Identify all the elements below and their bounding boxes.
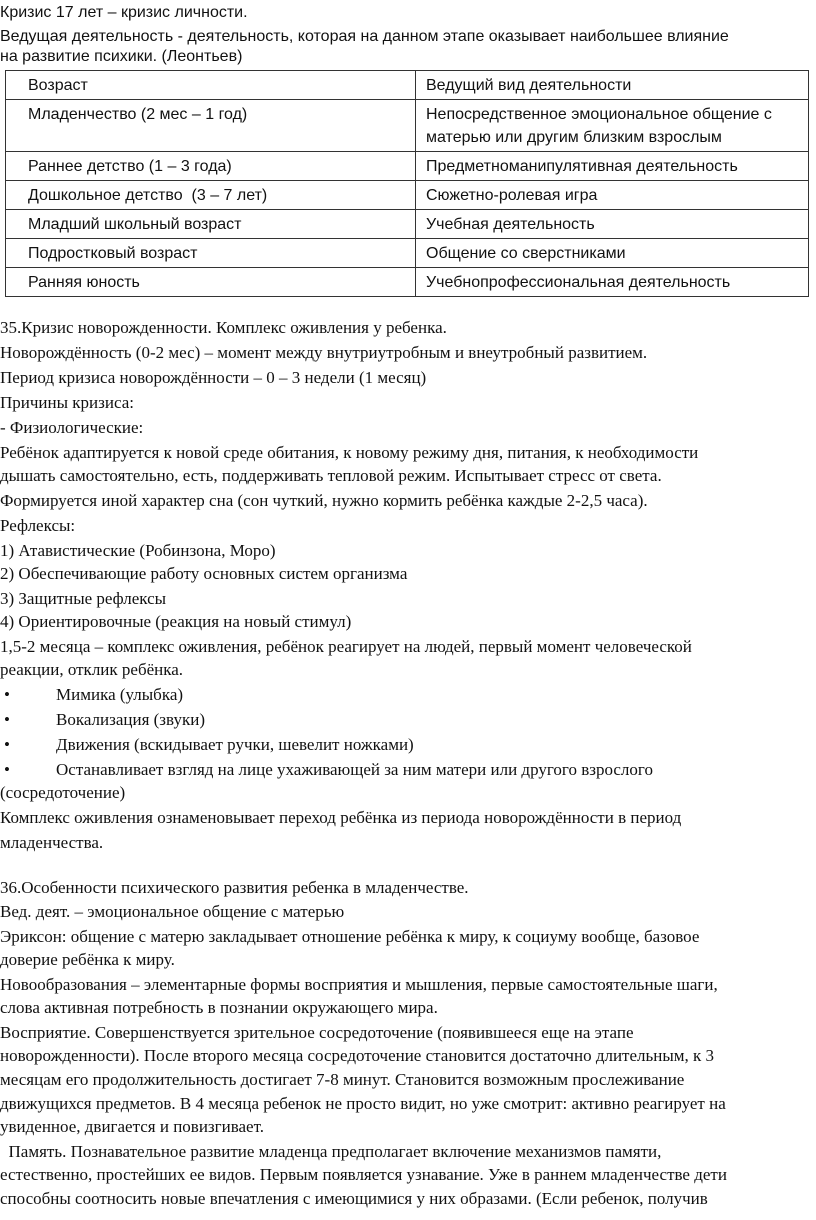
paragraph-line: Вед. деят. – эмоциональное общение с матерью	[0, 902, 345, 921]
paragraph-line: слова активная потребность в познании окружающего мира.	[0, 998, 438, 1017]
list-item: 4) Ориентировочные (реакция на новый стимул)	[0, 612, 352, 631]
age-cell: Ранняя юность	[6, 268, 416, 297]
paragraph-line: Комплекс оживления ознаменовывает переход ребёнка из периода новорождённости в период	[0, 808, 682, 827]
paragraph-line: реакции, отклик ребёнка.	[0, 660, 184, 679]
paragraph-line: Эриксон: общение с матерю закладывает отношение ребёнка к миру, к социуму вообще, базовое	[0, 927, 700, 946]
paragraph-line: новорожденности). После второго месяца сосредоточение становится достаточно длительным, к 3	[0, 1046, 715, 1065]
paragraph-line: младенчества.	[0, 833, 104, 852]
list-item: 3) Защитные рефлексы	[0, 589, 167, 608]
paragraph-line: 1,5-2 месяца – комплекс оживления, ребёнок реагирует на людей, первый момент человеческой	[0, 637, 692, 656]
bullet-item	[0, 683, 816, 707]
age-cell: Младенчество (2 мес – 1 год)	[6, 100, 416, 152]
activity-cell: Учебная деятельность	[416, 210, 809, 239]
bullet-marker: •	[4, 760, 10, 779]
table-row	[6, 239, 809, 268]
activity-line: матерью или другим близким взрослым	[426, 129, 722, 146]
paragraph-line: Новообразования – элементарные формы восприятия и мышления, первые самостоятельные шаги,	[0, 975, 718, 994]
crisis-17-title: Кризис 17 лет – кризис личности.	[0, 4, 248, 21]
age-cell: Раннее детство (1 – 3 года)	[6, 152, 416, 181]
table-row	[6, 210, 809, 239]
paragraph-line: доверие ребёнка к миру.	[0, 950, 175, 969]
activity-cell	[416, 100, 809, 152]
paragraph-line: - Физиологические:	[0, 418, 144, 437]
definition-line-2: на развитие психики. (Леонтьев)	[0, 48, 243, 65]
bullet-marker: •	[4, 685, 10, 704]
paragraph-line: Формируется иной характер сна (сон чуткий, нужно кормить ребёнка каждые 2-2,5 часа).	[0, 491, 648, 510]
activity-cell: Предметноманипулятивная деятельность	[416, 152, 809, 181]
paragraph-line: Период кризиса новорождённости – 0 – 3 недели (1 месяц)	[0, 368, 427, 387]
activity-cell: Общение со сверстниками	[416, 239, 809, 268]
age-cell: Младший школьный возраст	[6, 210, 416, 239]
bullet-continuation: (сосредоточение)	[0, 783, 126, 802]
table-row	[6, 181, 809, 210]
age-cell: Дошкольное детство (3 – 7 лет)	[6, 181, 416, 210]
paragraph-line: способны соотносить новые впечатления с имеющимися у них образами. (Если ребенок, получив	[0, 1189, 708, 1208]
list-item: 2) Обеспечивающие работу основных систем организма	[0, 564, 408, 583]
paragraph-line: Память. Познавательное развитие младенца предполагает включение механизмов памяти,	[0, 1142, 662, 1161]
paragraph-line: Ребёнок адаптируется к новой среде обитания, к новому режиму дня, питания, к необходимости	[0, 443, 699, 462]
table-row	[6, 268, 809, 297]
paragraph-line: Рефлексы:	[0, 516, 76, 535]
header-age: Возраст	[6, 71, 416, 100]
paragraph-line: увиденное, двигается и повизгивает.	[0, 1117, 265, 1136]
bullet-item	[0, 758, 816, 782]
bullet-text: Мимика (улыбка)	[56, 685, 184, 704]
header-activity: Ведущий вид деятельности	[416, 71, 809, 100]
bullet-item	[0, 733, 816, 757]
bullet-text: Движения (вскидывает ручки, шевелит ножками)	[56, 735, 414, 754]
activity-cell: Сюжетно-ролевая игра	[416, 181, 809, 210]
paragraph-line: Восприятие. Совершенствуется зрительное сосредоточение (появившееся еще на этапе	[0, 1023, 634, 1042]
list-item: 1) Атавистические (Робинзона, Моро)	[0, 541, 276, 560]
bullet-text: Останавливает взгляд на лице ухаживающей за ним матери или другого взрослого	[56, 760, 653, 779]
section-35-heading: 35.Кризис новорожденности. Комплекс оживления у ребенка.	[0, 318, 447, 337]
activity-cell: Учебнопрофессиональная деятельность	[416, 268, 809, 297]
bullet-item	[0, 708, 816, 732]
paragraph-line: Новорождённость (0-2 мес) – момент между внутриутробным и внеутробный развитием.	[0, 343, 648, 362]
table-row	[6, 152, 809, 181]
bullet-marker: •	[4, 710, 10, 729]
paragraph-line: дышать самостоятельно, есть, поддерживать тепловой режим. Испытывает стресс от света.	[0, 466, 662, 485]
activity-line: Непосредственное эмоциональное общение с	[426, 106, 772, 123]
age-cell: Подростковый возраст	[6, 239, 416, 268]
section-36-heading: 36.Особенности психического развития ребенка в младенчестве.	[0, 878, 469, 897]
leading-activity-table	[5, 70, 809, 297]
paragraph-line: месяцам его продолжительность достигает 7-8 минут. Становится возможным прослеживание	[0, 1070, 685, 1089]
bullet-text: Вокализация (звуки)	[56, 710, 205, 729]
bullet-marker: •	[4, 735, 10, 754]
paragraph-line: естественно, простейших ее видов. Первым появляется узнавание. Уже в раннем младенчестве дети	[0, 1165, 727, 1184]
paragraph-line: Причины кризиса:	[0, 393, 134, 412]
paragraph-line: движущихся предметов. В 4 месяца ребенок не просто видит, но уже смотрит: активно реагирует на	[0, 1094, 726, 1113]
table-header-row	[6, 71, 809, 100]
table-row	[6, 100, 809, 152]
definition-line-1: Ведущая деятельность - деятельность, которая на данном этапе оказывает наибольшее влияние	[0, 28, 729, 45]
